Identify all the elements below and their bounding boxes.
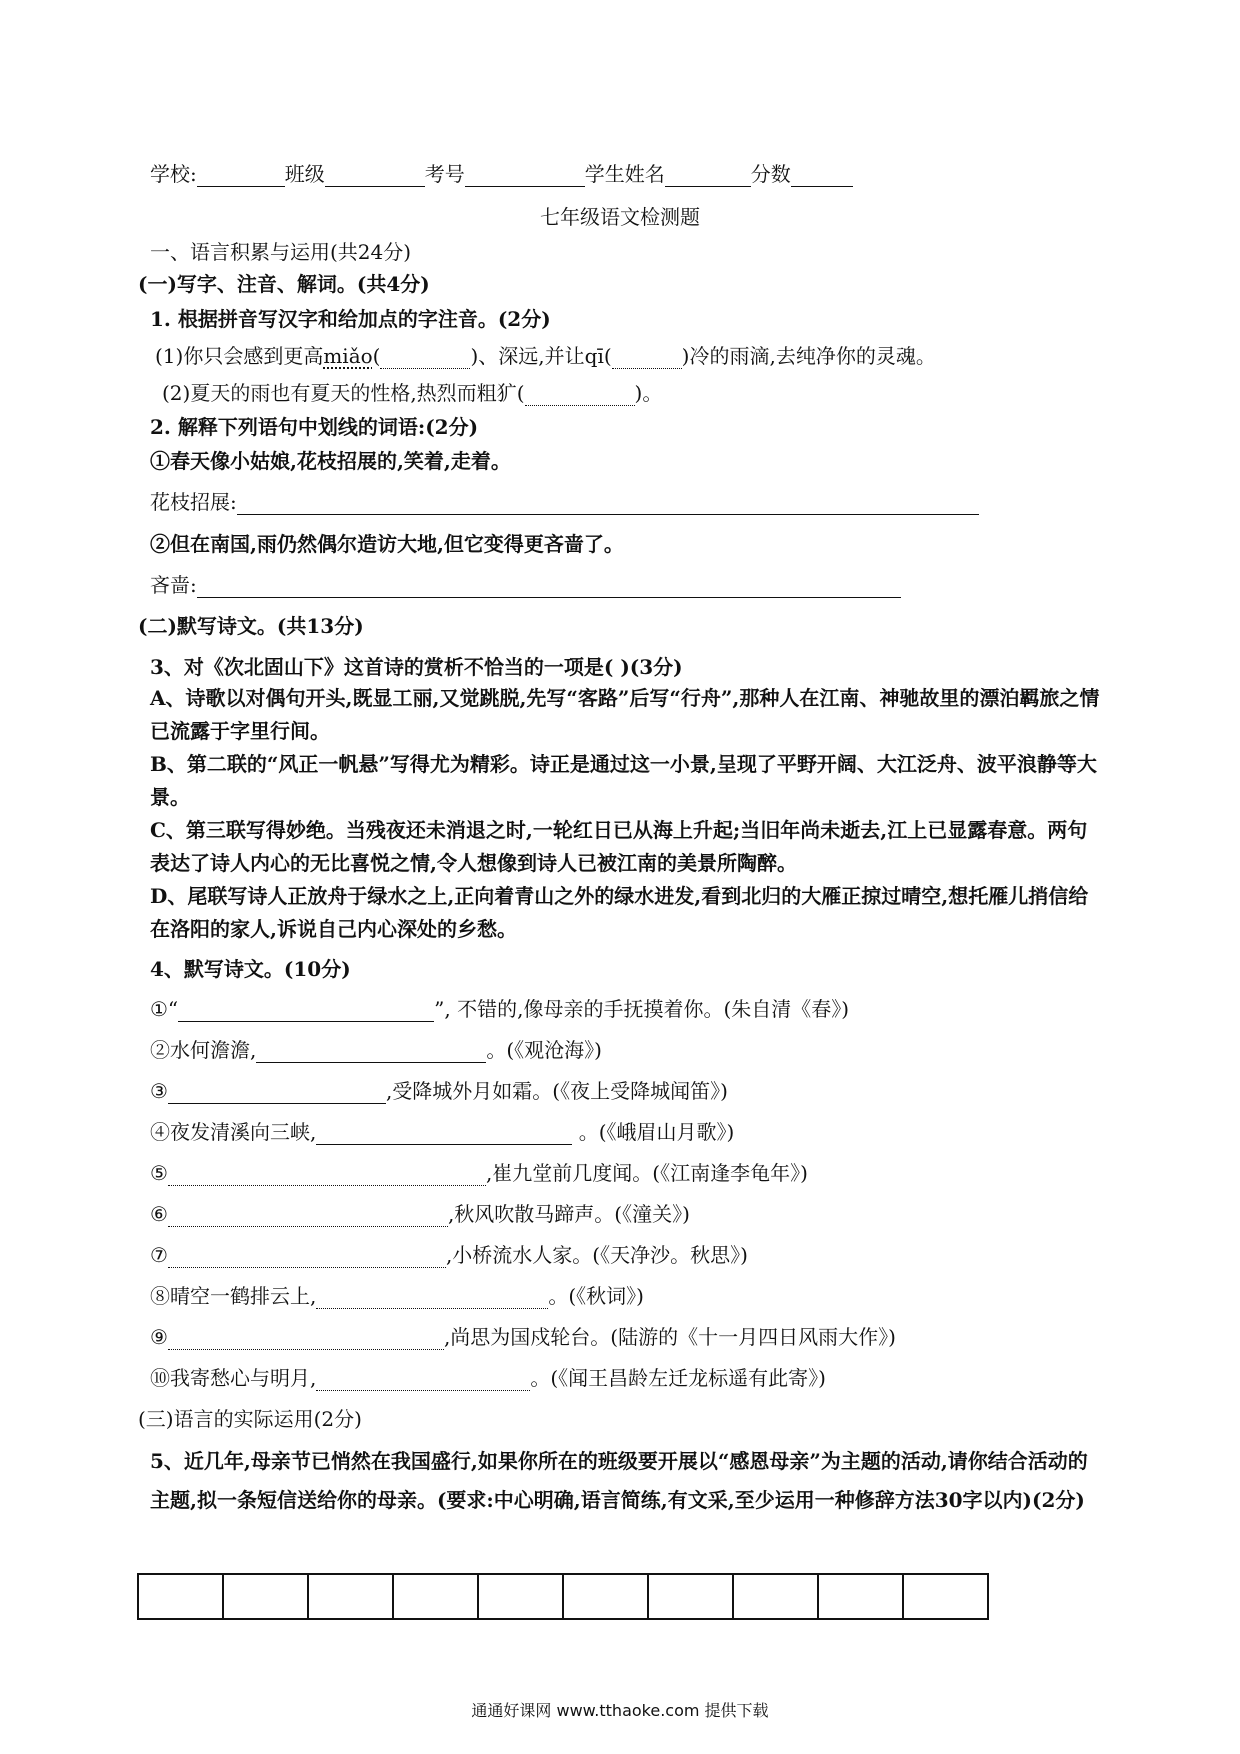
q4-6-pre: ⑥	[150, 1202, 168, 1226]
subsection-3-heading: (三)语言的实际运用(2分)	[138, 1407, 362, 1431]
q1-1-text-b: 、深远,并让	[478, 344, 585, 368]
option-B: B、第二联的“风正一帆悬”写得尤为精彩。诗正是通过这一小景,呈现了平野开阔、大江泛舟、波平浪静等大景。	[150, 752, 1097, 809]
q4-5-post: ,崔九堂前几度闻。(《江南逢李龟年》)	[485, 1161, 808, 1185]
pinyin-miao: miǎo	[323, 344, 373, 368]
subsection-1-heading: (一)写字、注音、解词。(共4分)	[138, 272, 430, 296]
question-2-1: ①春天像小姑娘,花枝招展的,笑着,走着。	[150, 449, 511, 473]
answer-grid-cell[interactable]	[309, 1575, 394, 1618]
q4-2-blank[interactable]	[256, 1042, 486, 1063]
answer-grid-cell[interactable]	[564, 1575, 649, 1618]
question-1-2: (2)夏天的雨也有夏天的性格,热烈而粗犷( )。	[162, 381, 663, 405]
answer-grid-cell[interactable]	[904, 1575, 987, 1618]
answer-line-linse[interactable]	[197, 577, 901, 598]
question-3: 3、对《次北固山下》这首诗的赏析不恰当的一项是( )(3分)	[150, 655, 683, 679]
q1-2-text-b: 。	[642, 381, 663, 405]
class-blank[interactable]	[325, 166, 425, 187]
q4-8-blank[interactable]	[316, 1288, 548, 1309]
answer-blank-qi[interactable]	[612, 348, 682, 369]
q2-2-label: 吝啬:	[150, 573, 197, 597]
question-2-2: ②但在南国,雨仍然偶尔造访大地,但它变得更吝啬了。	[150, 532, 624, 556]
q4-5-pre: ⑤	[150, 1161, 168, 1185]
q4-item-1	[150, 996, 849, 1022]
q4-item-2	[150, 1037, 602, 1063]
q4-item-7	[150, 1242, 748, 1268]
school-label: 学校:	[150, 162, 197, 186]
page-title: 七年级语文检测题	[540, 205, 700, 229]
q4-2-post: 。(《观沧海》)	[486, 1038, 602, 1062]
answer-grid-cell[interactable]	[139, 1575, 224, 1618]
subsection-2-heading: (二)默写诗文。(共13分)	[138, 614, 364, 638]
q4-4-pre: ④夜发清溪向三峡,	[150, 1120, 317, 1144]
q4-4-post: 。(《峨眉山月歌》)	[572, 1120, 735, 1144]
q4-10-post: 。(《闻王昌龄左迁龙标遥有此寄》)	[530, 1366, 826, 1390]
q4-3-pre: ③	[150, 1079, 168, 1103]
question-1: 1. 根据拼音写汉字和给加点的字注音。(2分)	[150, 307, 551, 331]
q4-2-pre: ②水何澹澹,	[150, 1038, 257, 1062]
answer-grid	[137, 1573, 989, 1620]
q4-item-6	[150, 1201, 690, 1227]
q4-6-blank[interactable]	[168, 1206, 448, 1227]
answer-line-huazhi[interactable]	[237, 494, 979, 515]
q1-1-text-a: (1)你只会感到更高	[155, 344, 324, 368]
question-2-1-answer	[150, 489, 979, 515]
class-label: 班级	[284, 162, 325, 186]
exam-no-label: 考号	[424, 162, 465, 186]
q4-9-post: ,尚思为国戍轮台。(陆游的《十一月四日风雨大作》)	[443, 1325, 896, 1349]
pinyin-qi: qī	[584, 344, 604, 368]
student-name-label: 学生姓名	[584, 162, 665, 186]
q4-1-blank[interactable]	[178, 1001, 434, 1022]
q4-10-blank[interactable]	[316, 1370, 530, 1391]
question-5: 5、近几年,母亲节已悄然在我国盛行,如果你所在的班级要开展以“感恩母亲”为主题的活动,请你结合活动的主题,拟一条短信送给你的母亲。(要求:中心明确,语言简练,有文采,至少运用一种修辞方法30字以内)(2分)	[150, 1449, 1088, 1512]
answer-grid-cell[interactable]	[479, 1575, 564, 1618]
student-name-blank[interactable]	[665, 166, 751, 187]
q4-item-3	[150, 1078, 728, 1104]
q4-item-5	[150, 1160, 808, 1186]
q4-5-blank[interactable]	[168, 1165, 486, 1186]
score-label: 分数	[750, 162, 791, 186]
q4-3-blank[interactable]	[168, 1083, 386, 1104]
q4-3-post: ,受降城外月如霜。(《夜上受降城闻笛》)	[385, 1079, 728, 1103]
q2-1-label: 花枝招展:	[150, 490, 237, 514]
q4-4-blank[interactable]	[316, 1124, 572, 1145]
q4-item-8	[150, 1283, 644, 1309]
student-info-line	[150, 161, 853, 187]
q4-7-pre: ⑦	[150, 1243, 168, 1267]
school-blank[interactable]	[197, 166, 285, 187]
section-1-heading: 一、语言积累与运用(共24分)	[150, 240, 412, 264]
answer-grid-cell[interactable]	[649, 1575, 734, 1618]
question-2-2-answer	[150, 572, 901, 598]
option-A: A、诗歌以对偶句开头,既显工丽,又觉跳脱,先写“客路”后写“行舟”,那种人在江南、神驰故里的漂泊羁旅之情已流露于字里行间。	[150, 686, 1100, 743]
q4-9-pre: ⑨	[150, 1325, 168, 1349]
answer-grid-cell[interactable]	[224, 1575, 309, 1618]
q1-2-text-a: (2)夏天的雨也有夏天的性格,热烈而粗犷	[162, 381, 517, 405]
question-4: 4、默写诗文。(10分)	[150, 957, 351, 981]
option-D: D、尾联写诗人正放舟于绿水之上,正向着青山之外的绿水进发,看到北归的大雁正掠过晴空,想托雁儿捎信给在洛阳的家人,诉说自己内心深处的乡愁。	[150, 884, 1089, 941]
question-2: 2. 解释下列语句中划线的词语:(2分)	[150, 415, 479, 439]
answer-grid-cell[interactable]	[819, 1575, 904, 1618]
q4-item-10	[150, 1365, 826, 1391]
q4-1-post: ”, 不错的,像母亲的手抚摸着你。(朱自清《春》)	[434, 997, 850, 1021]
exam-no-blank[interactable]	[465, 166, 585, 187]
score-blank[interactable]	[791, 166, 853, 187]
q4-7-post: ,小桥流水人家。(《天净沙。秋思》)	[445, 1243, 748, 1267]
q4-8-post: 。(《秋词》)	[548, 1284, 644, 1308]
q4-9-blank[interactable]	[168, 1329, 444, 1350]
answer-blank-guang[interactable]	[525, 385, 635, 406]
q4-7-blank[interactable]	[168, 1247, 446, 1268]
answer-blank-miao[interactable]	[380, 348, 470, 369]
answer-grid-cell[interactable]	[394, 1575, 479, 1618]
question-1-1: (1)你只会感到更高miǎo( )、深远,并让qī( )冷的雨滴,去纯净你的灵魂。	[155, 344, 936, 368]
q4-item-4	[150, 1119, 734, 1145]
q4-item-9	[150, 1324, 896, 1350]
q4-6-post: ,秋风吹散马蹄声。(《潼关》)	[447, 1202, 690, 1226]
q4-10-pre: ⑩我寄愁心与明月,	[150, 1366, 317, 1390]
q4-8-pre: ⑧晴空一鹤排云上,	[150, 1284, 317, 1308]
q4-1-pre: ①“	[150, 997, 179, 1021]
footer-credit: 通通好课网 www.tthaoke.com 提供下载	[471, 1701, 769, 1720]
answer-grid-cell[interactable]	[734, 1575, 819, 1618]
q1-1-text-c: 冷的雨滴,去纯净你的灵魂。	[689, 344, 936, 368]
option-C: C、第三联写得妙绝。当残夜还未消退之时,一轮红日已从海上升起;当旧年尚未逝去,江上已显露春意。两句表达了诗人内心的无比喜悦之情,令人想像到诗人已被江南的美景所陶醉。	[150, 818, 1088, 875]
